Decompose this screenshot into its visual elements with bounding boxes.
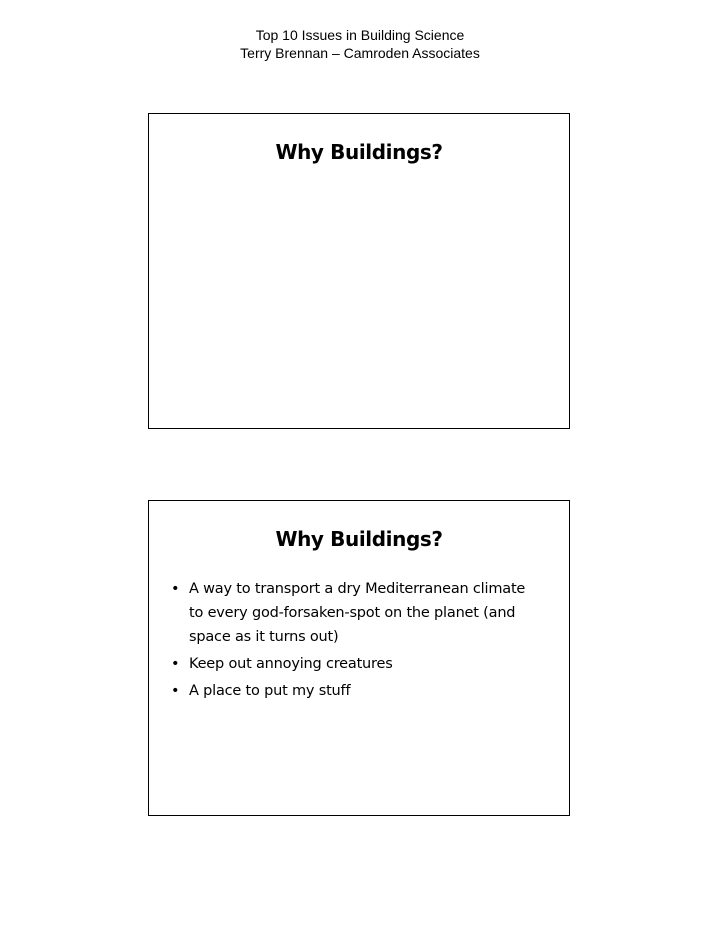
slide-1-title: Why Buildings? [275,140,443,164]
bullet-icon: • [171,683,180,699]
slide-2-bullet-list [171,577,531,706]
bullet-icon: • [171,656,180,672]
slide-2-title: Why Buildings? [275,527,443,551]
list-item [171,679,531,703]
page-header [0,26,720,62]
bullet-text: Keep out annoying creatures [189,656,393,672]
list-item [171,652,531,676]
header-title: Top 10 Issues in Building Science [255,27,465,43]
bullet-icon: • [171,581,180,597]
slide-2 [148,500,570,816]
list-item [171,577,531,649]
slide-1 [148,113,570,429]
bullet-text: A place to put my stuff [189,683,351,699]
header-author: Terry Brennan – Camroden Associates [240,45,480,61]
bullet-text: A way to transport a dry Mediterranean climate to every god-forsaken-spot on the planet (and space as it turns out) [189,581,526,645]
